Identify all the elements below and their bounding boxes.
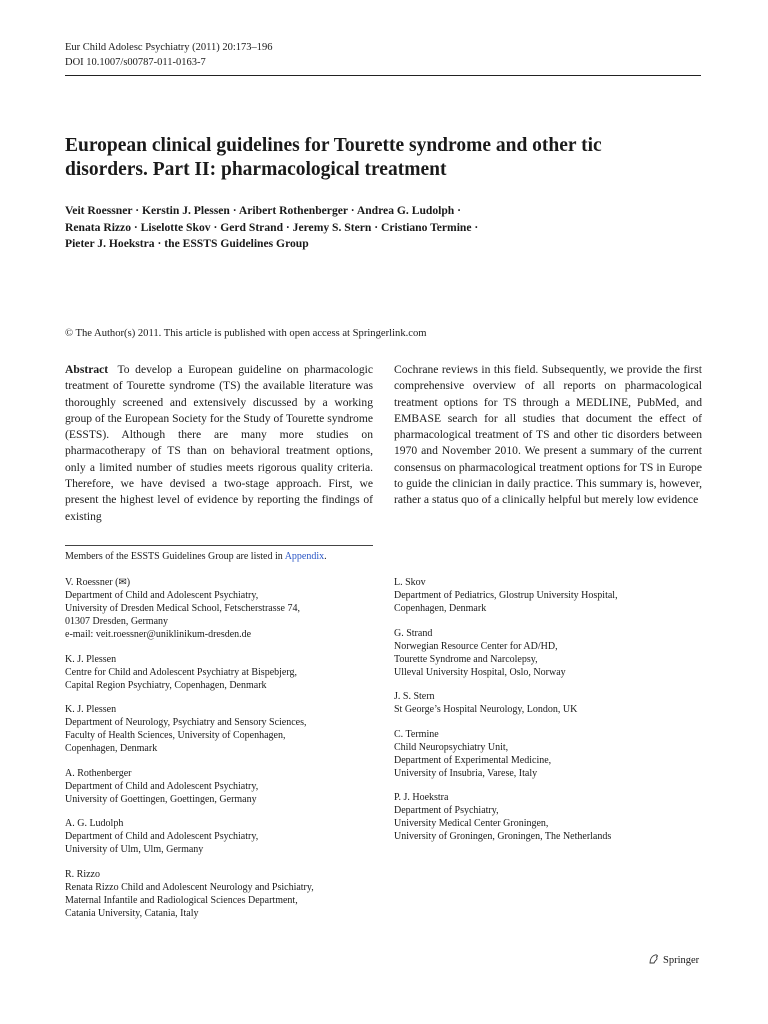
affiliation-line: e-mail: veit.roessner@uniklinikum-dresden.de <box>65 629 252 640</box>
header-rule <box>65 75 701 76</box>
affiliation-block <box>65 767 385 806</box>
affiliation-author: A. G. Ludolph <box>65 818 124 829</box>
affiliation-author: L. Skov <box>394 577 426 588</box>
affiliation-line: Department of Child and Adolescent Psychiatry, <box>65 780 259 792</box>
affiliation-block <box>65 576 385 641</box>
affiliation-line: Renata Rizzo Child and Adolescent Neurology and Psichiatry, <box>65 881 314 893</box>
affiliation-line: Faculty of Health Sciences, University of Copenhagen, <box>65 730 286 741</box>
affiliation-line: Centre for Child and Adolescent Psychiatry at Bispebjerg, <box>65 666 297 678</box>
abstract-right-column <box>394 362 702 509</box>
affiliation-line: University of Insubria, Varese, Italy <box>394 767 538 779</box>
publisher-logo <box>648 953 699 968</box>
footnote-rule <box>65 545 373 546</box>
affiliation-block <box>394 627 714 679</box>
authors-line-2: Renata Rizzo · Liselotte Skov · Gerd Strand · Jeremy S. Stern · Cristiano Termine · <box>65 220 479 234</box>
affiliation-block <box>394 728 714 780</box>
footnote <box>65 551 327 562</box>
affiliation-line: Department of Neurology, Psychiatry and Sensory Sciences, <box>65 717 307 728</box>
affiliation-line: Department of Pediatrics, Glostrup University Hospital, <box>394 590 618 601</box>
affiliation-author: V. Roessner (✉) <box>65 577 131 588</box>
abstract-text-right: Cochrane reviews in this field. Subsequently, we provide the first comprehensive overview of all reports on pharmacological treatment options for TS through a MEDLINE, PubMed, and EMBASE search for all studies that document the effect of pharmacological treatment of TS and other tic disorders between 1970 and November 2010. We present a summary of the current consensus on pharmacological treatment options for TS in Europe to guide the clinician in daily practice. This summary is, however, rather a status quo of a clinically helpful but merely low evidence <box>394 363 702 507</box>
affiliation-author: P. J. Hoekstra <box>394 792 449 803</box>
affiliation-author: G. Strand <box>394 627 433 639</box>
footnote-end: . <box>324 551 327 562</box>
springer-wordmark: Springer <box>663 955 700 966</box>
affiliations-left <box>65 576 385 931</box>
affiliation-block <box>65 817 385 856</box>
affiliation-line: Department of Psychiatry, <box>394 805 499 816</box>
affiliation-line: Ulleval University Hospital, Oslo, Norway <box>394 666 566 678</box>
affiliation-author: A. Rothenberger <box>65 767 132 779</box>
journal-citation: Eur Child Adolesc Psychiatry (2011) 20:173–196 <box>65 42 273 53</box>
affiliation-line: University of Goettingen, Goettingen, Germany <box>65 793 257 805</box>
springer-horse-icon <box>648 953 660 968</box>
affiliation-line: Capital Region Psychiatry, Copenhagen, Denmark <box>65 679 267 691</box>
affiliation-line: University Medical Center Groningen, <box>394 818 549 829</box>
affiliation-author: C. Termine <box>394 728 439 740</box>
article-title <box>65 134 705 182</box>
affiliation-line: Norwegian Resource Center for AD/HD, <box>394 640 558 652</box>
affiliation-block <box>394 791 714 843</box>
doi: DOI 10.1007/s00787-011-0163-7 <box>65 57 206 68</box>
affiliation-line: Department of Child and Adolescent Psychiatry, <box>65 590 259 601</box>
affiliation-block <box>65 868 385 920</box>
affiliation-block <box>394 690 714 716</box>
affiliation-author: K. J. Plessen <box>65 653 117 665</box>
affiliation-line: Child Neuropsychiatry Unit, <box>394 741 509 753</box>
affiliation-line: Department of Child and Adolescent Psychiatry, <box>65 831 259 842</box>
title-line-2: disorders. Part II: pharmacological treatment <box>65 159 447 180</box>
affiliation-line: University of Groningen, Groningen, The Netherlands <box>394 831 612 842</box>
affiliation-block <box>65 703 385 755</box>
abstract-label: Abstract <box>65 363 109 376</box>
authors-line-3: Pieter J. Hoekstra · the ESSTS Guidelines Group <box>65 237 309 250</box>
affiliation-line: University of Dresden Medical School, Fetscherstrasse 74, <box>65 603 300 614</box>
affiliation-author: J. S. Stern <box>394 691 435 702</box>
affiliation-line: Catania University, Catania, Italy <box>65 907 199 919</box>
affiliation-block <box>394 576 714 615</box>
title-line-1: European clinical guidelines for Tourette syndrome and other tic <box>65 135 602 156</box>
appendix-link[interactable]: Appendix <box>284 551 325 562</box>
affiliation-line: 01307 Dresden, Germany <box>65 616 169 627</box>
author-list <box>65 203 705 253</box>
running-header <box>65 40 273 70</box>
affiliation-line: Tourette Syndrome and Narcolepsy, <box>394 653 538 665</box>
affiliation-block <box>65 653 385 692</box>
affiliation-line: Copenhagen, Denmark <box>394 603 487 614</box>
authors-line-1: Veit Roessner · Kerstin J. Plessen · Aribert Rothenberger · Andrea G. Ludolph · <box>65 204 462 217</box>
copyright-notice: © The Author(s) 2011. This article is published with open access at Springerlink.com <box>65 328 427 339</box>
affiliation-line: Maternal Infantile and Radiological Sciences Department, <box>65 894 298 906</box>
affiliation-line: Department of Experimental Medicine, <box>394 754 552 766</box>
affiliation-line: University of Ulm, Ulm, Germany <box>65 844 204 855</box>
abstract-text-left: To develop a European guideline on pharmacologic treatment of Tourette syndrome (TS) the available literature was thoroughly screened and extensively discussed by a working group of the European Society for the Study of Tourette syndrome (ESSTS). Although there are many more studies on pharmacotherapy of TS than on behavioral treatment options, only a limited number of studies meets rigorous quality criteria. Therefore, we have devised a two-stage approach. First, we present the highest level of evidence by reporting the findings of existing <box>65 363 373 523</box>
affiliation-line: Copenhagen, Denmark <box>65 743 158 754</box>
affiliation-author: R. Rizzo <box>65 868 100 880</box>
affiliation-line: St George’s Hospital Neurology, London, UK <box>394 704 578 715</box>
footnote-text: Members of the ESSTS Guidelines Group are listed in <box>65 551 283 562</box>
abstract-left-column <box>65 362 373 525</box>
affiliations-right <box>394 576 714 855</box>
affiliation-author: K. J. Plessen <box>65 704 117 715</box>
